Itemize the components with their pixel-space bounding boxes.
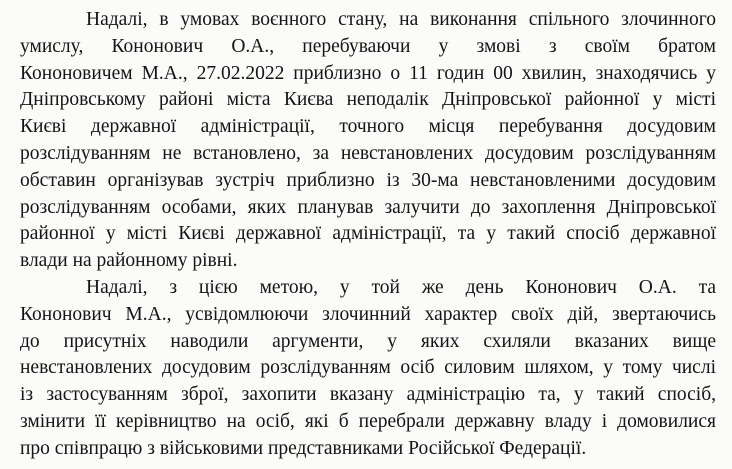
- text-line: до присутніх наводили аргументи, у яких схиляли вказаних вище: [20, 330, 716, 352]
- text-line: Дніпровському районі міста Києва неподалік Дніпровської районної у місті: [20, 89, 716, 111]
- text-line: Кононович М.А., усвідомлюючи злочинний характер своїх дій, звертаючись: [20, 303, 716, 325]
- text-line: Києві державної адміністрації, точного місця перебування досудовим: [20, 116, 716, 138]
- text-line: розслідуванням не встановлено, за невстановлених досудовим розслідуванням: [20, 142, 716, 164]
- text-line: районної у місті Києві державної адміністрації, та у такий спосіб державної: [20, 223, 716, 245]
- text-line: змінити її керівництво на осіб, які б перебрали державну владу і домовилися: [20, 410, 716, 432]
- text-line: умислу, Кононович О.А., перебуваючи у змові з своїм братом: [20, 35, 716, 57]
- text-line: влади на районному рівні.: [20, 250, 238, 272]
- text-line: Кононовичем М.А., 27.02.2022 приблизно о 11 годин 00 хвилин, знаходячись у: [20, 62, 716, 84]
- text-line: Надалі, з цією метою, у той же день Кононович О.А. та: [86, 276, 716, 298]
- paragraph-2: [20, 275, 716, 463]
- text-line: обставин організував зустріч приблизно із 30-ма невстановленими досудовим: [20, 169, 716, 191]
- text-line: про співпрацю з військовими представниками Російської Федерації.: [20, 437, 587, 459]
- text-line: Надалі, в умовах воєнного стану, на виконання спільного злочинного: [86, 9, 716, 30]
- text-line: розслідуванням особами, яких планував залучити до захоплення Дніпровської: [20, 196, 716, 218]
- paragraph-1: [20, 7, 716, 275]
- text-line: невстановлених досудовим розслідуванням осіб силовим шляхом, у тому числі: [20, 357, 716, 379]
- text-line: із застосуванням зброї, захопити вказану адміністрацію та, у такий спосіб,: [20, 384, 716, 406]
